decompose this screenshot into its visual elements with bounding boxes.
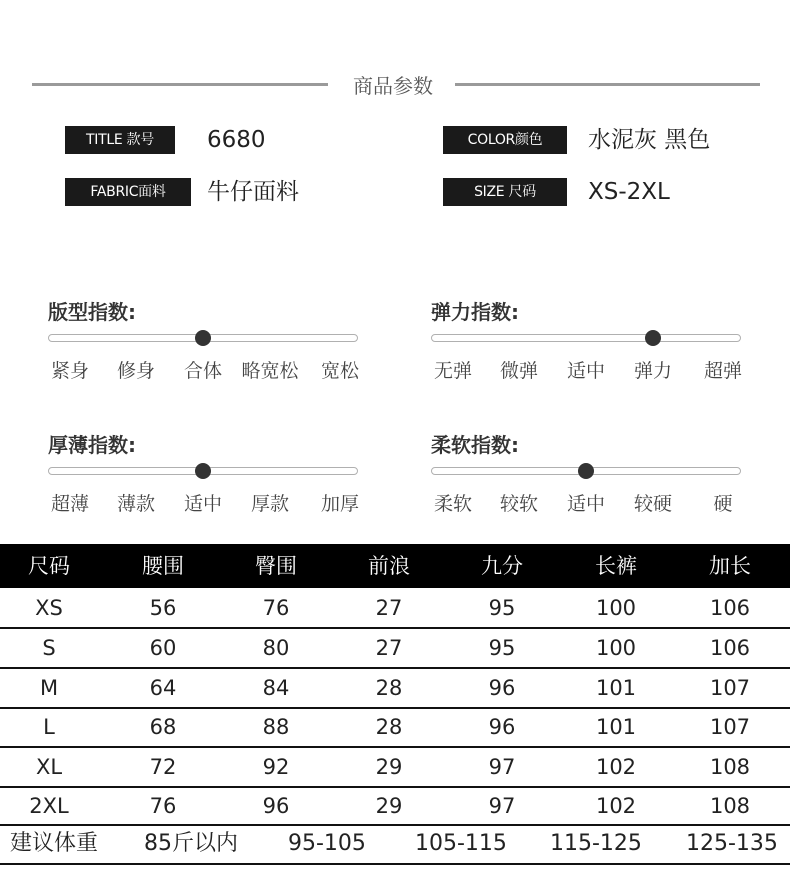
table-row	[0, 748, 790, 787]
table-cell: 106	[709, 636, 751, 660]
table-cell: 68	[149, 715, 177, 739]
scale-label: 硬	[713, 493, 733, 515]
param-color-value: 水泥灰 黑色	[588, 127, 711, 153]
param-fabric-tag: FABRIC面料	[65, 178, 191, 206]
table-cell: 97	[488, 755, 516, 779]
scale-label: 超弹	[703, 360, 742, 382]
table-cell: 106	[709, 596, 751, 620]
table-cell: 95	[488, 636, 516, 660]
scale-track	[431, 334, 741, 342]
table-cell: 92	[262, 755, 290, 779]
scale-knob	[578, 463, 594, 479]
table-header-cell: 加长	[709, 554, 751, 578]
table-cell: XS	[35, 596, 63, 620]
table-cell: 64	[149, 676, 177, 700]
scale-knob	[195, 463, 211, 479]
scale-title: 版型指数:	[48, 300, 136, 324]
table-row	[0, 589, 790, 628]
table-header-cell: 前浪	[368, 554, 410, 578]
param-title-value: 6680	[207, 127, 266, 153]
table-row	[0, 669, 790, 708]
scale-label: 修身	[116, 360, 155, 382]
scale-label: 超薄	[50, 493, 89, 515]
scale-label: 厚款	[250, 493, 289, 515]
table-cell: 107	[709, 715, 751, 739]
scale-knob	[195, 330, 211, 346]
section-header	[0, 68, 790, 98]
param-fabric-value: 牛仔面料	[207, 179, 299, 205]
table-cell: 2XL	[29, 794, 69, 818]
table-cell: 97	[488, 794, 516, 818]
table-cell: 107	[709, 676, 751, 700]
scale-label: 弹力	[633, 360, 672, 382]
table-cell: 108	[709, 794, 751, 818]
scale-title: 弹力指数:	[431, 300, 519, 324]
table-cell: 102	[595, 755, 637, 779]
weight-cell: 125-135	[686, 831, 778, 856]
table-row	[0, 787, 790, 826]
divider-left	[32, 83, 328, 86]
scale-label: 薄款	[116, 493, 155, 515]
table-row	[0, 629, 790, 668]
scale-label: 柔软	[433, 493, 472, 515]
table-cell: 28	[375, 676, 403, 700]
table-header-cell: 腰围	[142, 554, 184, 578]
table-cell: 72	[149, 755, 177, 779]
table-cell: 96	[488, 676, 516, 700]
table-cell: 101	[595, 715, 637, 739]
scale-label: 适中	[183, 493, 222, 515]
thickness-index-scale	[48, 429, 378, 519]
softness-index-scale	[431, 429, 761, 519]
scale-label: 略宽松	[241, 360, 299, 382]
scale-labels	[48, 356, 378, 382]
table-cell: 29	[375, 755, 403, 779]
param-title	[65, 126, 385, 156]
table-header-cell: 臀围	[255, 554, 297, 578]
table-cell: 80	[262, 636, 290, 660]
table-cell: M	[39, 676, 59, 700]
weight-cell: 115-125	[550, 831, 642, 856]
table-cell: 102	[595, 794, 637, 818]
table-cell: 76	[149, 794, 177, 818]
scale-label: 紧身	[50, 360, 89, 382]
scale-label: 较软	[499, 493, 538, 515]
param-color-tag: COLOR颜色	[443, 126, 567, 154]
scale-knob	[645, 330, 661, 346]
table-row	[0, 708, 790, 747]
table-cell: 56	[149, 596, 177, 620]
scale-labels	[48, 489, 378, 515]
table-header-cell: 尺码	[28, 554, 70, 578]
table-cell: S	[42, 636, 56, 660]
table-cell: 28	[375, 715, 403, 739]
param-fabric	[65, 178, 385, 208]
scale-label: 微弹	[499, 360, 538, 382]
table-cell: 60	[149, 636, 177, 660]
table-cell: 100	[595, 596, 637, 620]
table-header-cell: 长裤	[595, 554, 637, 578]
table-cell: 27	[375, 596, 403, 620]
table-cell: 108	[709, 755, 751, 779]
param-title-tag: TITLE 款号	[65, 126, 175, 154]
scale-title: 厚薄指数:	[48, 433, 136, 457]
param-size-value: XS-2XL	[588, 179, 670, 205]
param-size	[443, 178, 763, 208]
table-header-row	[0, 544, 790, 588]
table-cell: 100	[595, 636, 637, 660]
section-title: 商品参数	[353, 74, 433, 98]
scale-label: 合体	[183, 360, 222, 382]
scale-labels	[431, 489, 761, 515]
table-cell: 29	[375, 794, 403, 818]
table-header-cell: 九分	[481, 554, 523, 578]
table-cell: 88	[262, 715, 290, 739]
table-cell: L	[43, 715, 55, 739]
scale-label: 宽松	[320, 360, 359, 382]
param-size-tag: SIZE 尺码	[443, 178, 567, 206]
weight-cell: 105-115	[415, 831, 507, 856]
scale-labels	[431, 356, 761, 382]
scale-label: 无弹	[433, 360, 472, 382]
row-divider	[0, 863, 790, 865]
table-cell: 96	[262, 794, 290, 818]
weight-cell: 95-105	[288, 831, 366, 856]
scale-label: 适中	[566, 360, 605, 382]
weight-row	[0, 824, 790, 864]
table-cell: 95	[488, 596, 516, 620]
scale-label: 适中	[566, 493, 605, 515]
table-cell: 76	[262, 596, 290, 620]
param-color	[443, 126, 763, 156]
table-cell: XL	[35, 755, 63, 779]
table-cell: 27	[375, 636, 403, 660]
elasticity-index-scale	[431, 296, 761, 386]
weight-row-label: 建议体重	[10, 831, 99, 856]
scale-title: 柔软指数:	[431, 433, 519, 457]
table-cell: 84	[262, 676, 290, 700]
scale-label: 加厚	[320, 493, 359, 515]
divider-right	[455, 83, 760, 86]
table-cell: 96	[488, 715, 516, 739]
table-cell: 101	[595, 676, 637, 700]
fit-index-scale	[48, 296, 378, 386]
scale-label: 较硬	[633, 493, 672, 515]
weight-cell: 85斤以内	[144, 831, 238, 856]
